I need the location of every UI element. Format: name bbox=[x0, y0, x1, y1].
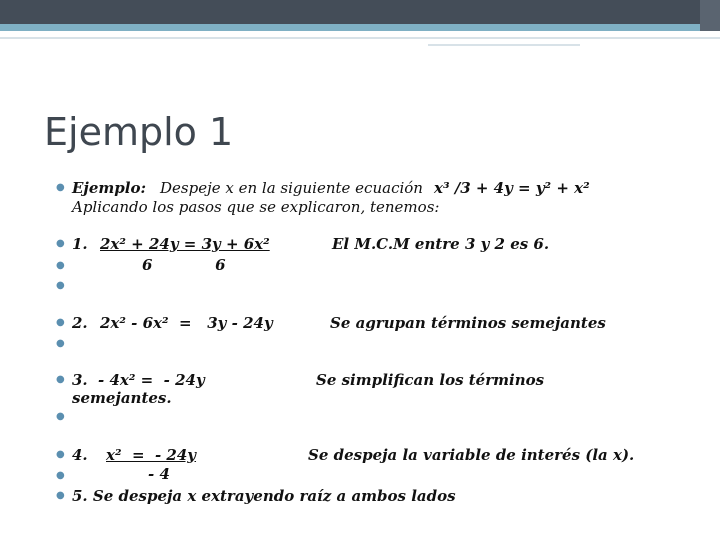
slide-title: Ejemplo 1 bbox=[44, 110, 234, 154]
step-3-number: 3. bbox=[72, 371, 88, 389]
step-4-number: 4. bbox=[72, 446, 88, 464]
header-corner-block bbox=[700, 0, 720, 31]
step-4-expression: x² = - 24y bbox=[106, 446, 197, 464]
step-4 bbox=[72, 445, 712, 465]
bullet-icon: ● bbox=[56, 411, 65, 422]
bullet-icon: ● bbox=[56, 317, 65, 328]
intro-label: Ejemplo: bbox=[72, 179, 147, 197]
step-2-expression: 2x² - 6x² = 3y - 24y bbox=[100, 314, 273, 332]
header-accent-bar bbox=[0, 24, 720, 31]
bullet-icon: ● bbox=[56, 490, 65, 501]
intro-text: Despeje x en la siguiente ecuación bbox=[160, 179, 423, 197]
step-1-denominators: 6 6 bbox=[142, 256, 226, 274]
header-rule bbox=[0, 37, 720, 39]
step-2-number: 2. bbox=[72, 314, 88, 332]
bullet-icon: ● bbox=[56, 260, 65, 271]
step-3 bbox=[72, 370, 712, 390]
step-3-note: Se simplifican los términos bbox=[316, 371, 545, 389]
bullet-icon: ● bbox=[56, 238, 65, 249]
bullet-icon: ● bbox=[56, 338, 65, 349]
bullet-icon: ● bbox=[56, 374, 65, 385]
step-1 bbox=[72, 234, 672, 254]
step-1-note: El M.C.M entre 3 y 2 es 6. bbox=[332, 235, 550, 253]
step-3-note-continued: semejantes. bbox=[72, 389, 172, 407]
intro-equation: x³ /3 + 4y = y² + x² bbox=[434, 179, 590, 197]
step-4-note: Se despeja la variable de interés (la x). bbox=[308, 446, 635, 464]
header-bar bbox=[0, 0, 720, 24]
bullet-icon: ● bbox=[56, 182, 65, 193]
header-rule-short bbox=[428, 44, 580, 46]
step-5: 5. Se despeja x extrayendo raíz a ambos lados bbox=[72, 487, 456, 505]
step-1-expression: 2x² + 24y = 3y + 6x² bbox=[100, 235, 270, 253]
step-2 bbox=[72, 313, 712, 333]
step-4-denominator: - 4 bbox=[148, 465, 170, 483]
bullet-icon: ● bbox=[56, 280, 65, 291]
bullet-icon: ● bbox=[56, 470, 65, 481]
intro-line-2: Aplicando los pasos que se explicaron, tenemos: bbox=[72, 198, 440, 216]
step-2-note: Se agrupan términos semejantes bbox=[330, 314, 606, 332]
step-1-number: 1. bbox=[72, 235, 88, 253]
bullet-icon: ● bbox=[56, 449, 65, 460]
intro-line bbox=[72, 178, 672, 198]
step-3-expression: - 4x² = - 24y bbox=[98, 371, 205, 389]
